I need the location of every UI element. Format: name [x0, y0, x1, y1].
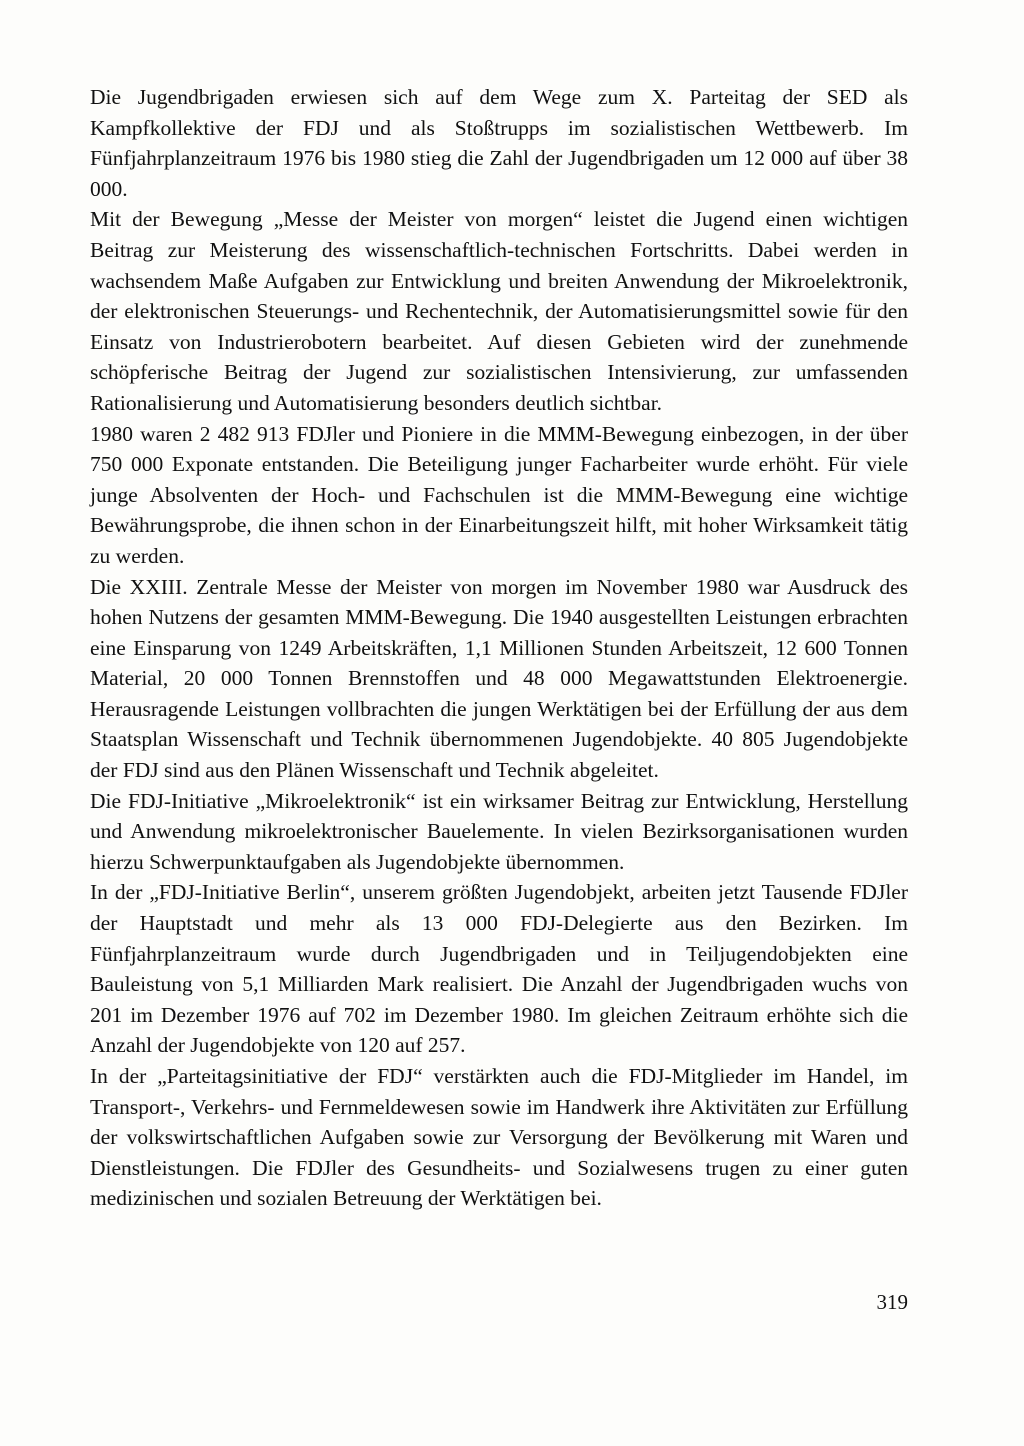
paragraph-zentrale-messe: Die XXIII. Zentrale Messe der Meister von morgen im November 1980 war Ausdruck des hohen Nutzens der gesamten MMM-Bewegung. Die 1940 ausgestellten Leistungen erbrachten eine Einsparung von 1249 Arbeitskräften, 1,1 Millionen Stunden Arbeitszeit, 12 600 Tonnen Material, 20 000 Tonnen Brennstoffen und 48 000 Megawattstunden Elektroenergie. Herausragende Leistungen vollbrachten die jungen Werktätigen bei der Erfüllung der aus dem Staatsplan Wissenschaft und Technik übernommenen Jugendobjekte. 40 805 Jugendobjekte der FDJ sind aus den Plänen Wissenschaft und Technik abgeleitet.: [90, 574, 908, 783]
paragraph-mmm-bewegung: 1980 waren 2 482 913 FDJler und Pioniere in die MMM-Bewegung einbezogen, in der über 750 000 Exponate entstanden. Die Beteiligung junger Facharbeiter wurde erhöht. Für viele junge Absolventen der Hoch- und Fachschulen ist die MMM-Bewegung eine wichtige Bewährungsprobe, die ihnen schon in der Einarbeitungszeit hilft, mit hoher Wirksamkeit tätig zu werden.: [90, 421, 908, 568]
paragraph-messe-der-meister: Mit der Bewegung „Messe der Meister von morgen“ leistet die Jugend einen wichtigen Beitrag zur Meisterung des wissenschaftlich-technischen Fortschritts. Dabei werden in wachsendem Maße Aufgaben zur Entwicklung und breiten Anwendung der Mikroelektronik, der elektronischen Steuerungs- und Rechentechnik, der Automatisierungsmittel sowie für den Einsatz von Industrierobotern bearbeitet. Auf diesen Gebieten wird der zunehmende schöpferische Beitrag der Jugend zur sozialistischen Intensivierung, zur umfassenden Rationalisierung und Automatisierung besonders deutlich sichtbar.: [90, 207, 908, 415]
paragraph-jugendbrigaden: Die Jugendbrigaden erwiesen sich auf dem Wege zum X. Parteitag der SED als Kampfkollektive der FDJ und als Stoßtrupps im sozialistischen Wettbewerb. Im Fünfjahrplanzeitraum 1976 bis 1980 stieg die Zahl der Jugendbrigaden um 12 000 auf über 38 000.: [90, 85, 908, 201]
body-text: [90, 82, 908, 1214]
paragraph-initiative-berlin: In der „FDJ-Initiative Berlin“, unserem größten Jugendobjekt, arbeiten jetzt Tausende FDJler der Hauptstadt und mehr als 13 000 FDJ-Delegierte aus den Bezirken. Im Fünfjahrplanzeitraum wurde durch Jugendbrigaden und in Teiljugendobjekten eine Bauleistung von 5,1 Milliarden Mark realisiert. Die Anzahl der Jugendbrigaden wuchs von 201 im Dezember 1976 auf 702 im Dezember 1980. Im gleichen Zeitraum erhöhte sich die Anzahl der Jugendobjekte von 120 auf 257.: [90, 880, 908, 1058]
paragraph-parteitagsinitiative: In der „Parteitagsinitiative der FDJ“ verstärkten auch die FDJ-Mitglieder im Handel, im Transport-, Verkehrs- und Fernmeldewesen sowie im Handwerk ihre Aktivitäten zur Erfüllung der volkswirtschaftlichen Aufgaben sowie zur Versorgung der Bevölkerung mit Waren und Dienstleistungen. Die FDJler des Gesundheits- und Sozialwesens trugen zu einer guten medizinischen und sozialen Betreuung der Werktätigen bei.: [90, 1064, 908, 1211]
page-number: 319: [876, 1290, 908, 1314]
paragraph-mikroelektronik: Die FDJ-Initiative „Mikroelektronik“ ist ein wirksamer Beitrag zur Entwicklung, Herstellung und Anwendung mikroelektronischer Bauelemente. In vielen Bezirksorganisationen wurden hierzu Schwerpunktaufgaben als Jugendobjekte übernommen.: [90, 788, 908, 874]
